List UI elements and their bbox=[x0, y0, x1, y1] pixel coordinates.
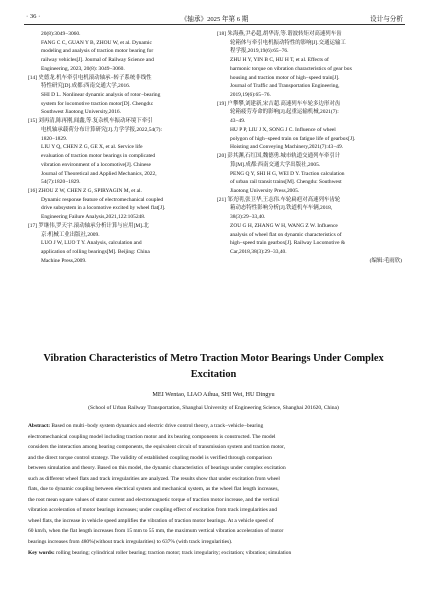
reference-line: 轮箱体与牵引电机振动特性的影响[J].交通运输工 bbox=[230, 39, 346, 46]
reference-line: [16] ZHOU Z W, CHEN Z G, SPIRYAGIN M, et al. bbox=[28, 187, 142, 194]
reference-line: harmonic torque on vibration characteristics of gear box bbox=[230, 65, 353, 72]
reference-line: ZOU G H, ZHANG W H, WANG Z W. Influence bbox=[230, 222, 338, 229]
reference-line: evaluation of traction motor bearings in complicated bbox=[41, 153, 156, 160]
section-name: 设计与分析 bbox=[370, 16, 403, 23]
keywords-label: Key words: bbox=[28, 549, 55, 556]
abstract-text: considers the interaction among bearing components, the equivalent circuit of transmission system and traction motor, bbox=[28, 444, 286, 451]
reference-line: 38(3):29−33,40. bbox=[230, 214, 266, 221]
reference-line: ZHU H Y, YIN B C, HU H T, et al. Effects of bbox=[230, 57, 329, 64]
reference-line: 程学报,2019,19(6):65−76. bbox=[230, 48, 289, 55]
editor-note: (编辑:毛雨欣) bbox=[369, 257, 402, 264]
reference-line: 2019,19(6):65−76. bbox=[230, 92, 271, 99]
authors: MEI Wentao, LIAO Aihua, SHI Wei, HU Dingyu bbox=[152, 391, 275, 398]
abstract-line bbox=[28, 484, 402, 495]
reference-line: [20] 彭其渊,石红国,魏德勇.城市轨道交通列车牵引计 bbox=[217, 153, 341, 160]
abstract-line bbox=[28, 505, 402, 516]
reference-line: Journal of Traffic and Transportation Engineering, bbox=[230, 83, 340, 90]
reference-line: 54(7):1820−1829. bbox=[41, 179, 81, 186]
abstract-text: such as different wheel flats and track irregularities are analyzed. The results show that under excitation from wheel bbox=[28, 475, 280, 482]
reference-line: FANG C C, GUAN Y B, ZHOU W, et al. Dynamic bbox=[41, 39, 152, 46]
reference-line: [19] 户攀攀,刘建新,宋吉超.高速列车车轮多边形对齿 bbox=[217, 100, 341, 107]
journal-name: 《轴承》2025 年第 6 期 bbox=[180, 16, 249, 23]
page-number: · 36 · bbox=[26, 13, 41, 20]
reference-line: Machine Press,2009. bbox=[41, 257, 87, 264]
reference-line: high−speed train gearbox[J]. Railway Locomotive & bbox=[230, 240, 346, 247]
reference-line: 特性研究[D].成都:西南交通大学,2016. bbox=[41, 83, 131, 90]
reference-line: LUO J W, LUO T Y. Analysis, calculation and bbox=[41, 240, 142, 247]
header-divider bbox=[24, 24, 405, 25]
reference-line: 箱动态特性影响分析[J].铁道机车车辆,2018, bbox=[230, 205, 333, 212]
reference-line: HU P P, LIU J X, SONG J C. Influence of wheel bbox=[230, 126, 336, 133]
abstract-text: the root mean square values of stator current and electromagnetic torque of traction motor increase, and the vertical bbox=[28, 496, 279, 503]
reference-line: Dynamic response feature of electromechanical coupled bbox=[41, 196, 164, 203]
reference-line: 20(8):3049−3060. bbox=[41, 31, 81, 37]
reference-line: 电机轴承载荷分布计算研究[J].力学学报,2022,54(7): bbox=[41, 126, 162, 133]
reference-line: PENG Q Y, SHI H G, WEI D Y. Traction calculation bbox=[230, 170, 345, 177]
abstract-line bbox=[28, 526, 402, 537]
reference-line: 1820−1829. bbox=[41, 135, 68, 142]
abstract-line bbox=[28, 463, 402, 474]
abstract-text: and the direct torque control strategy. The validity of established coupling model is verified through comparison bbox=[28, 454, 272, 461]
references-right-column bbox=[217, 30, 402, 265]
abstract bbox=[28, 421, 402, 558]
reference-line: 轮箱疲劳寿命的影响[J].起重运输机械,2021(7): bbox=[230, 109, 339, 116]
reference-line: vibration environment of a locomotive[J]. Chinese bbox=[41, 161, 151, 168]
reference-line: SHI D L. Nonlinear dynamic analysis of rotor−bearing bbox=[41, 92, 161, 99]
references-left-column bbox=[28, 30, 208, 265]
abstract-text: between simulation and theory. Based on this model, the dynamic characteristics of bearings under complex excitation bbox=[28, 465, 286, 472]
reference-line: LIU Y Q, CHEN Z G, GE X, et al. Service life bbox=[41, 144, 143, 151]
reference-line: modeling and analysis of traction motor bearing for bbox=[41, 48, 154, 55]
reference-line: [18] 朱海燕,尹必超,胡华涛,等.谐波转矩对高速列车齿 bbox=[217, 31, 342, 37]
reference-line: Jiaotong University Press,2005. bbox=[230, 187, 300, 194]
abstract-line bbox=[28, 537, 402, 548]
reference-line: Car,2018,38(3):29−33,40. bbox=[230, 248, 287, 255]
english-title: Vibration Characteristics of Metro Traction Motor Bearings Under Complex Excitation bbox=[43, 353, 384, 380]
abstract-line bbox=[28, 474, 402, 485]
reference-line: housing and traction motor of high−speed train[J]. bbox=[230, 74, 340, 81]
abstract-line bbox=[28, 421, 402, 432]
abstract-text: flats, due to dynamic coupling between electrical system and mechanical system, as the wheel flat length increases, bbox=[28, 486, 279, 493]
keywords bbox=[28, 548, 402, 559]
abstract-line bbox=[28, 516, 402, 527]
abstract-text: vibration acceleration of motor bearings increases; under coupling effect of excitation from track irregularities and bbox=[28, 507, 278, 514]
reference-line: [14] 史德龙.机车牵引电机滚动轴承−转子系统非线性 bbox=[28, 74, 152, 81]
reference-line: 京:机械工业出版社,2009. bbox=[41, 231, 100, 238]
reference-line: application of rolling bearings[M]. Beijing: China bbox=[41, 248, 150, 255]
abstract-line bbox=[28, 453, 402, 464]
reference-line: 43−49. bbox=[230, 118, 246, 125]
keywords-text: rolling bearing; cylindrical roller bearing; traction motor; track irregularity; excitation; vibration; simulation bbox=[54, 549, 292, 556]
reference-line: drive subsystem in a locomotive excited by wheel flat[J]. bbox=[41, 205, 166, 212]
reference-line: of urban rail transit trains[M]. Chengdu: Southwest bbox=[230, 179, 342, 186]
abstract-text: bearings increases from 480%(without track irregularities) to 637% (with track irregularities). bbox=[28, 539, 233, 546]
reference-line: analysis of wheel flat on dynamic characteristics of bbox=[230, 231, 342, 238]
abstract-text: wheel flats, the increase in vehicle speed amplifies the vibration of traction motor bearings. At a vehicle speed of bbox=[28, 517, 274, 524]
reference-line: [17] 罗继伟,罗天宇.滚动轴承分析计算与应用[M].北 bbox=[28, 222, 149, 229]
abstract-text: Based on multi−body system dynamics and electric drive control theory, a track−vehicle−bearing bbox=[50, 423, 264, 429]
reference-line: Hoisting and Conveying Machinery,2021(7):43−49. bbox=[230, 144, 344, 151]
reference-line: [15] 刘再清,陈再刚,闻鑫,等.复杂机车振动环境下牵引 bbox=[28, 118, 153, 125]
reference-line: system for locomotive traction motor[D]. Chengdu: bbox=[41, 100, 154, 107]
reference-line: Southwest Jiaotong University,2016. bbox=[41, 109, 121, 116]
abstract-text: 60 km/h, when the flat length increases from 15 mm to 55 mm, the maximum vertical vibration acceleration of motor bbox=[28, 528, 284, 535]
abstract-label: Abstract: bbox=[28, 423, 51, 429]
page-header bbox=[26, 10, 403, 24]
reference-line: 算[M].成都:西南交通大学出版社,2005. bbox=[230, 161, 321, 168]
reference-line: [21] 邹光明,张卫华,王志伟.车轮扁疤对高速列车齿轮 bbox=[217, 196, 341, 203]
abstract-line bbox=[28, 495, 402, 506]
reference-line: Journal of Theoretical and Applied Mechanics, 2022, bbox=[41, 170, 157, 177]
abstract-line bbox=[28, 442, 402, 453]
abstract-text: electromechanical coupling model including traction motor and its bearing components is constructed. The model bbox=[28, 433, 276, 440]
reference-line: polygon of high−speed train on fatigue life of gearbox[J]. bbox=[230, 135, 356, 142]
reference-line: Engineering, 2023, 20(8): 3049−3060. bbox=[41, 65, 125, 72]
reference-line: railway vehicles[J]. Journal of Railway Science and bbox=[41, 57, 154, 64]
affiliation: (School of Urban Railway Transportation, Shanghai University of Engineering Science, Shanghai 201620, China) bbox=[88, 405, 339, 411]
abstract-line bbox=[28, 432, 402, 443]
reference-line: Engineering Failure Analysis,2021,122:105248. bbox=[41, 214, 146, 221]
